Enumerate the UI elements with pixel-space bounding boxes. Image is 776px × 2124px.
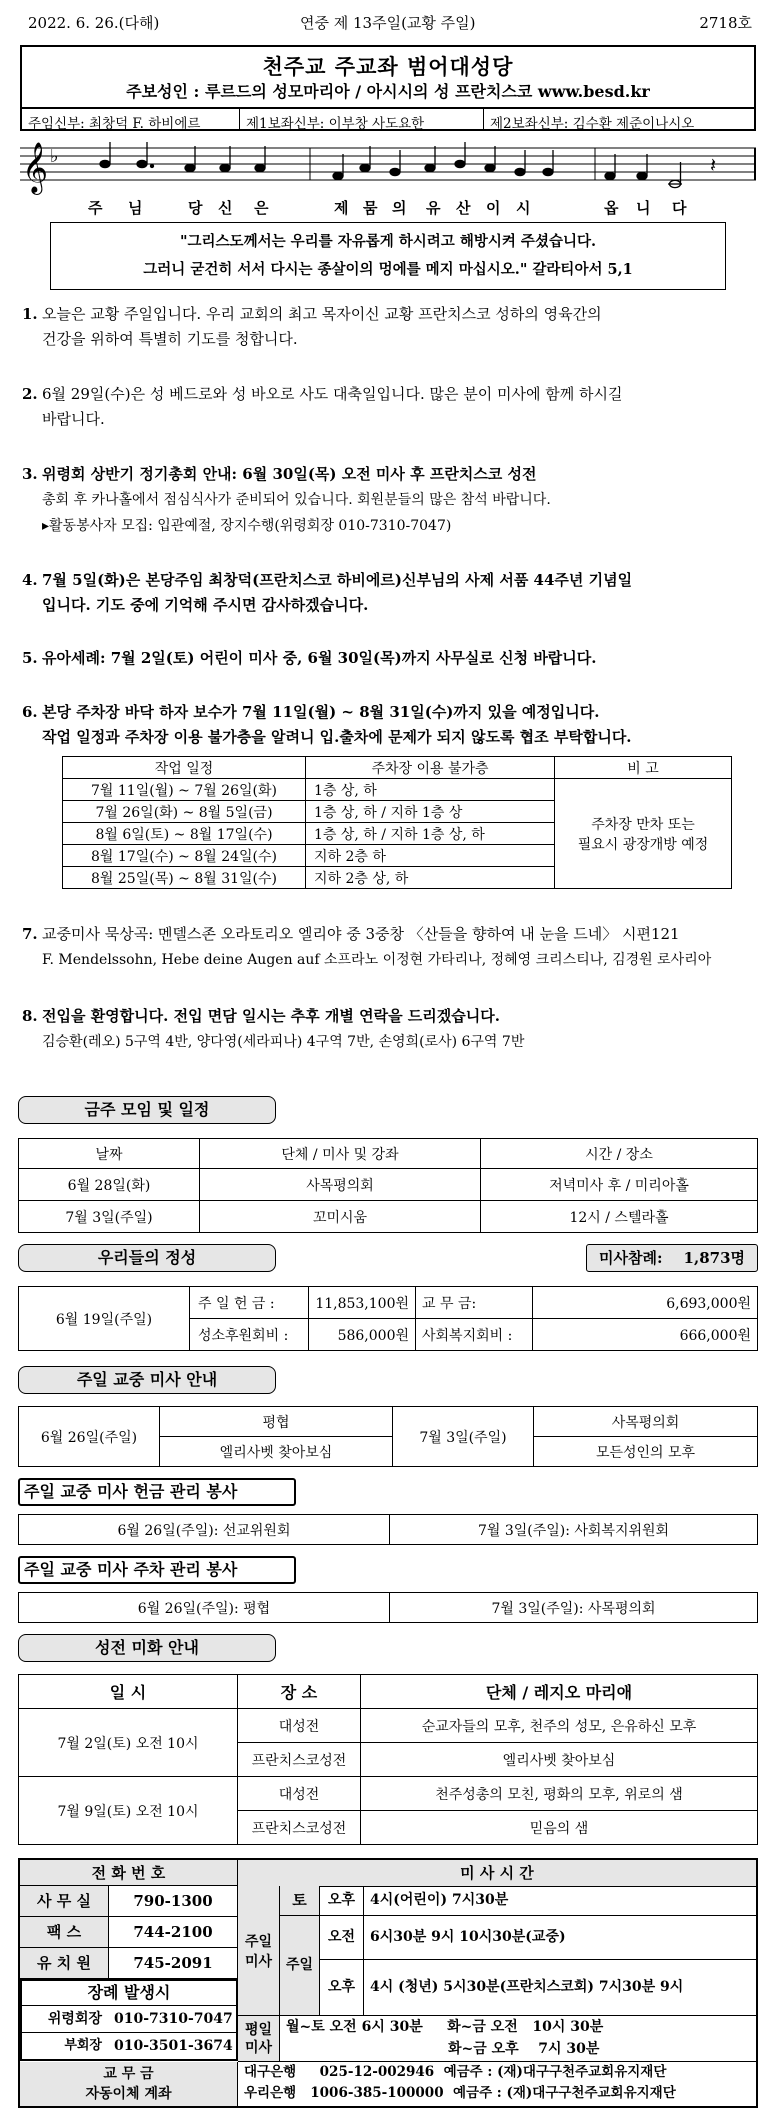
mass-guide-table: 6월 26일(주일) 평협 7월 3일(주일) 사목평의회 엘리사벳 찾아보심 모든성인의 모후: [18, 1406, 758, 1467]
patron-saints: 주보성인 : 루르드의 성모마리아 / 아시시의 성 프란치스코 www.besd.kr: [126, 82, 650, 101]
mass-times-title: 미 사 시 간: [238, 1860, 756, 1887]
table-header: 주차장 이용 불가층: [306, 757, 555, 779]
table-cell: 8월 25일(목) ~ 8월 31일(수): [63, 867, 306, 889]
table-header: 시간 / 장소: [481, 1139, 758, 1169]
cash-service-title: 주일 교중 미사 헌금 관리 봉사: [18, 1478, 296, 1506]
parking-service-title: 주일 교중 미사 주차 관리 봉사: [18, 1556, 296, 1584]
lyric-syllable: 은: [254, 199, 269, 217]
footer-info: 전 화 번 호 사 무 실 790-1300 팩 스 744-2100 유 치 원 745-2091 장례 발생시 위령회장 010-7310-7047 부회장 010-3501-3674 미 사 시 간 주일 미사 토 오후 4시(어린이) 7시30분 주일 오전 6시30분 9시 10시30분(교중) 오후 4시 (청년) 5시30분(프란치스코회) 7시30분 9시 평일 미사 월~토 오전 6시 30분 화~금 오전 10시 30분 화~금 오후 7시 30분 교 무 금 자동이체 계좌 대구은행 025-12-002946 예금주 : (재)대구구천주교회유지재단 우리은행 1006-385-100000 예금주 : (재)대구구천주교회유지재단: [18, 1858, 758, 2108]
table-cell: 꼬미시움: [200, 1201, 481, 1233]
cathedral-header: [20, 45, 756, 131]
table-cell: 지하 2층 하: [306, 845, 555, 867]
table-cell: 사목평의회: [200, 1169, 481, 1201]
table-cell: 1층 상, 하: [306, 779, 555, 801]
sunday-mass-label: 주일 미사: [238, 1886, 280, 2016]
bank-accounts: 대구은행 025-12-002946 예금주 : (재)대구구천주교회유지재단 우리은행 1006-385-100000 예금주 : (재)대구구천주교회유지재단: [244, 2064, 676, 2101]
lyric-syllable: 옵: [604, 199, 619, 217]
parking-service-table: 6월 26일(주일): 평협 7월 3일(주일): 사목평의회: [18, 1592, 758, 1623]
funeral-contacts: 장례 발생시 위령회장 010-7310-7047 부회장 010-3501-3674: [20, 1979, 238, 2061]
table-cell: 6월 28일(화): [19, 1169, 200, 1201]
offering-title: 우리들의 정성: [18, 1244, 276, 1272]
table-cell: 8월 6일(토) ~ 8월 17일(수): [63, 823, 306, 845]
table-cell: 1층 상, 하 / 지하 1층 상: [306, 801, 555, 823]
music-staff: [20, 136, 756, 198]
attendance-box: 미사참례: 1,873명: [586, 1244, 758, 1272]
assistant-priest-1: 제1보좌신부: 이부창 사도요한: [240, 109, 484, 131]
table-cell: 7월 26일(화) ~ 8월 5일(금): [63, 801, 306, 823]
notice-4: 4. 7월 5일(화)은 본당주임 최창덕(프란치스코 하비에르)신부님의 사제 서품 44주년 기념일 입니다. 기도 중에 기억해 주시면 감사하겠습니다.: [22, 571, 633, 614]
cash-service-table: 6월 26일(주일): 선교위원회 7월 3일(주일): 사회복지위원회: [18, 1514, 758, 1545]
cleaning-table: 일 시 장 소 단체 / 레지오 마리애 7월 2일(토) 오전 10시 대성전 순교자들의 모후, 천주의 성모, 은유하신 모후 프란치스코성전 엘리사벳 찾아보심 7월 9일(토) 오전 10시 대성전 천주성총의 모친, 평화의 모후, 위로의 샘 프란치스코성전 믿음의 샘: [18, 1674, 758, 1845]
notice-5: 5. 유아세례: 7월 2일(토) 어린이 미사 중, 6월 30일(목)까지 사무실로 신청 바랍니다.: [22, 649, 597, 667]
notice-2: 2. 6월 29일(수)은 성 베드로와 성 바오로 사도 대축일입니다. 많은 분이 미사에 함께 하시길 바랍니다.: [22, 385, 623, 428]
staff-row: [22, 107, 754, 131]
issue-date: 2022. 6. 26.(다해): [28, 14, 160, 32]
table-header: 비 고: [555, 757, 732, 779]
lyric-syllable: 신: [218, 199, 233, 217]
flat-icon: ♭: [50, 146, 59, 167]
lyric-syllable: 시: [516, 199, 531, 217]
table-cell: 7월 11일(월) ~ 7월 26일(화): [63, 779, 306, 801]
table-cell: 7월 3일(주일): [19, 1201, 200, 1233]
quote-line: "그리스도께서는 우리를 자유롭게 하시려고 해방시켜 주셨습니다.: [179, 233, 597, 250]
lyric-syllable: 뭄: [363, 199, 378, 217]
weekday-mass-label: 평일 미사: [238, 2016, 280, 2062]
table-header: 작업 일정: [63, 757, 306, 779]
cleaning-title: 성전 미화 안내: [18, 1634, 276, 1662]
phone-list: 사 무 실 790-1300 팩 스 744-2100 유 치 원 745-2091 장례 발생시 위령회장 010-7310-7047 부회장 010-3501-3674: [20, 1886, 238, 2061]
scripture-quote: [50, 222, 726, 290]
notice-3: 3. 위령회 상반기 정기총회 안내: 6월 30일(목) 오전 미사 후 프란치스코 성전 총회 후 카나홀에서 점심식사가 준비되어 있습니다. 회원분들의 많은 참석 바랍니다. ▸활동봉사자 모집: 입관예절, 장지수행(위령회장 010-7310-7047): [22, 465, 551, 534]
lyric-syllable: 님: [128, 199, 143, 217]
issue-number: 2718호: [699, 14, 752, 32]
table-cell: 12시 / 스텔라홀: [481, 1201, 758, 1233]
lyric-syllable: 산: [456, 199, 471, 217]
parking-schedule-table: [62, 756, 732, 889]
notice-1: 1. 오늘은 교황 주일입니다. 우리 교회의 최고 목자이신 교황 프란치스코 성하의 영육간의 건강을 위하여 특별히 기도를 청합니다.: [22, 305, 602, 348]
notice-8: 8. 전입을 환영합니다. 전입 면담 일시는 추후 개별 연락을 드리겠습니다. 김승환(레오) 5구역 4반, 양다영(세라피나) 4구역 7반, 손영희(로사) 6구역 7반: [22, 1007, 525, 1050]
table-cell: 1층 상, 하 / 지하 1층 상, 하: [306, 823, 555, 845]
mass-guide-title: 주일 교중 미사 안내: [18, 1366, 276, 1394]
table-header: 단체 / 미사 및 강좌: [200, 1139, 481, 1169]
table-cell: 6월 19일(주일): [19, 1287, 190, 1351]
notice-6: 6. 본당 주차장 바닥 하자 보수가 7월 11일(월) ~ 8월 31일(수)까지 있을 예정입니다. 작업 일정과 주차장 이용 불가층을 알려니 입.출차에 문제가 되지 않도록 협조 부탁합니다.: [22, 703, 632, 746]
lyric-syllable: 다: [672, 199, 687, 217]
lyric-syllable: 제: [334, 199, 349, 217]
quote-line: 그러니 굳건히 서서 다시는 종살이의 멍에를 메지 마십시오." 갈라티아서 5,1: [143, 261, 633, 278]
cathedral-title: 천주교 주교좌 범어대성당: [262, 54, 514, 79]
bank-label: 교 무 금 자동이체 계좌: [20, 2062, 238, 2106]
offering-table: 6월 19일(주일) 주 일 헌 금 : 11,853,100원 교 무 금: 6,693,000원 성소후원회비 : 586,000원 사회복지회비 : 666,000원: [18, 1286, 758, 1351]
rest-icon: 𝄽: [710, 153, 717, 177]
treble-clef-icon: 𝄞: [22, 142, 49, 193]
lyric-syllable: 니: [636, 199, 651, 217]
lyric-syllable: 유: [426, 199, 441, 217]
assistant-priest-2: 제2보좌신부: 김수환 제준이나시오: [490, 116, 695, 132]
table-header: 날짜: [19, 1139, 200, 1169]
lyric-syllable: 의: [392, 199, 407, 217]
table-cell: 8월 17일(수) ~ 8월 24일(수): [63, 845, 306, 867]
lyric-syllable: 주: [88, 199, 103, 217]
lyric-syllable: 이: [486, 199, 501, 217]
table-cell: 지하 2층 상, 하: [306, 867, 555, 889]
issue-line: [0, 10, 776, 34]
parking-note: 주차장 만차 또는 필요시 광장개방 예정: [555, 779, 732, 889]
phone-title: 전 화 번 호: [20, 1860, 238, 1886]
lyric-syllable: 당: [188, 199, 203, 217]
meetings-title: 금주 모임 및 일정: [18, 1096, 276, 1124]
weekday-mass-times: 월~토 오전 6시 30분 화~금 오전 10시 30분 화~금 오후 7시 30분: [280, 2016, 756, 2062]
pastor: 주임신부: 최창덕 F. 하비에르: [22, 109, 240, 131]
notice-7: 7. 교중미사 묵상곡: 멘델스존 오라토리오 엘리야 중 3중창 〈산들을 향하여 내 눈을 드네〉 시편121 F. Mendelssohn, Hebe deine Augen auf 소프라노 이정현 가타리나, 정혜영 크리스티나, 김경원 로사리아: [22, 925, 712, 968]
table-cell: 저녁미사 후 / 미리아홀: [481, 1169, 758, 1201]
meetings-table: [18, 1138, 758, 1233]
liturgical-week: 연중 제 13주일(교황 주일): [300, 14, 476, 32]
